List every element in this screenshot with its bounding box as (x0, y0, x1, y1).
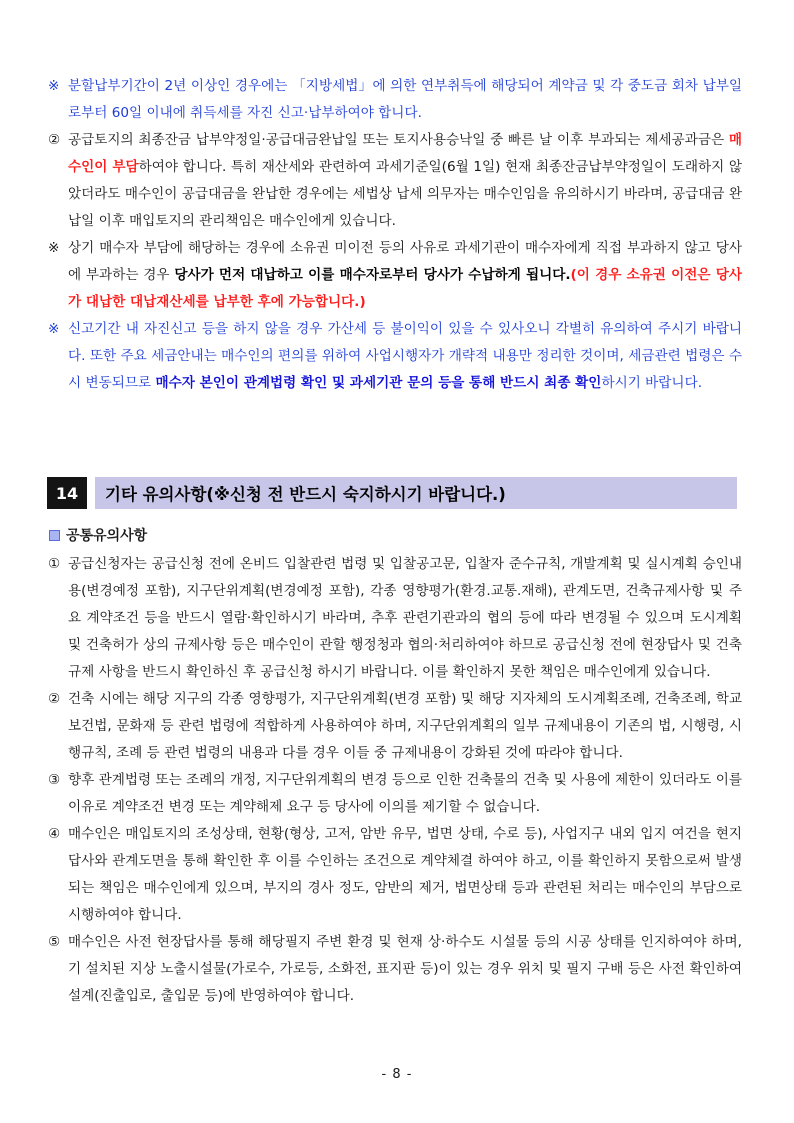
note-text: 신고기간 내 자진신고 등을 하지 않을 경우 가산세 등 불이익이 있을 수 있사오니 각별히 유의하여 주시기 바랍니다. 또한 주요 세금안내는 매수인의 편의를 위하여 사업시행자가 개략적 내용만 정리한 것이며, 세금관련 법령은 수시 변동되므로 (68, 321, 742, 391)
item-number: ③ (48, 772, 61, 788)
item-number: ④ (48, 826, 61, 842)
list-item (48, 686, 742, 767)
note-text: 공급토지의 최종잔금 납부약정일·공급대금완납일 또는 토지사용승낙일 중 빠른 날 이후 부과되는 제세공과금은 (68, 132, 729, 148)
item-text: 공급신청자는 공급신청 전에 온비드 입찰관련 법령 및 입찰공고문, 입찰자 준수규칙, 개발계획 및 실시계획 승인내용(변경예정 포함), 지구단위계획(변경예정 포함), 각종 영향평가(환경.교통.재해), 관계도면, 건축규제사항 및 주요 계약조건 등을 반드시 열람·확인하시기 바라며, 추후 관련기관과의 협의 등에 따라 변경될 수 있으며 도시계획 및 건축허가 상의 규제사항 등은 매수인이 관할 행정청과 협의·처리하여야 하므로 공급신청 전에 현장답사 및 건축규제 사항을 반드시 확인하신 후 공급신청 하시기 바랍니다. 이를 확인하지 못한 책임은 매수인에게 있습니다. (68, 556, 742, 680)
highlight-ownership-transfer: (이 경우 소유권 이전은 당사가 대납한 대납재산세를 납부한 후에 가능합니다.) (68, 267, 743, 310)
list-item (48, 551, 742, 686)
square-bullet-icon (49, 530, 60, 541)
list-item (48, 821, 742, 929)
note-tax-burden (48, 127, 742, 235)
note-mark: ② (48, 132, 61, 148)
note-installment (48, 73, 742, 127)
list-item (48, 929, 742, 1010)
subheading-common-notes (49, 525, 147, 545)
item-text: 매수인은 매입토지의 조성상태, 현황(형상, 고저, 암반 유무, 법면 상태, 수로 등), 사업지구 내외 입지 여건을 현지답사와 관계도면을 통해 확인한 후 이를 수인하는 조건으로 계약체결 하여야 하고, 이를 확인하지 못함으로써 발생되는 책임은 매수인에게 있으며, 부지의 경사 정도, 암반의 제거, 법면상태 등과 관련된 처리는 매수인의 부담으로 시행하여야 합니다. (68, 826, 742, 923)
note-mark: ※ (48, 240, 60, 256)
subheading-label: 공통유의사항 (66, 528, 148, 544)
note-text: 상기 매수자 부담에 해당하는 경우에 소유권 미이전 등의 사유로 과세기관이 매수자에게 직접 부과하지 않고 당사에 부과하는 경우 (68, 240, 742, 283)
note-text: 하여야 합니다. 특히 재산세와 관련하여 과세기준일(6월 1일) 현재 최종잔금납부약정일이 도래하지 않았더라도 매수인이 공급대금을 완납한 경우에는 세법상 납세 의무자는 매수인임을 유의하시기 바라며, 공급대금 완납일 이후 매입토지의 관리책임은 매수인에게 있습니다. (68, 159, 742, 229)
note-mark: ※ (48, 321, 60, 337)
page-number: - 8 - (381, 1067, 413, 1082)
section-header (47, 477, 737, 509)
item-number: ⑤ (48, 934, 61, 950)
highlight-final-check: 매수자 본인이 관계법령 확인 및 과세기관 문의 등을 통해 반드시 최종 확인 (155, 375, 602, 391)
item-text: 향후 관계법령 또는 조례의 개정, 지구단위계획의 변경 등으로 인한 건축물의 건축 및 사용에 제한이 있더라도 이를 이유로 계약조건 변경 또는 계약해제 요구 등 당사에 이의를 제기할 수 없습니다. (68, 772, 742, 815)
item-text: 매수인은 사전 현장답사를 통해 해당필지 주변 환경 및 현재 상·하수도 시설물 등의 시공 상태를 인지하여야 하며, 기 설치된 지상 노출시설물(가로수, 가로등, 소화전, 표지판 등)이 있는 경우 위치 및 필지 구배 등은 사전 확인하여 설계(진출입로, 출입문 등)에 반영하여야 합니다. (68, 934, 742, 1004)
common-notes-list (48, 551, 742, 1010)
note-text: 분할납부기간이 2년 이상인 경우에는 「지방세법」에 의한 연부취득에 해당되어 계약금 및 각 중도금 회차 납부일로부터 60일 이내에 취득세를 자진 신고·납부하여야 합니다. (68, 78, 742, 121)
highlight-buyer-burden: 매수인이 부담 (68, 132, 742, 175)
item-number: ① (48, 556, 61, 572)
item-number: ② (48, 691, 61, 707)
note-self-report (48, 316, 742, 397)
tax-notes (48, 73, 742, 397)
section-title: 기타 유의사항(※신청 전 반드시 숙지하시기 바랍니다.) (95, 477, 737, 509)
note-mark: ※ (48, 78, 60, 94)
note-proxy-payment (48, 235, 742, 316)
list-item (48, 767, 742, 821)
highlight-proxy-payment: 당사가 먼저 대납하고 이를 매수자로부터 당사가 수납하게 됩니다. (174, 267, 571, 283)
note-text: 하시기 바랍니다. (601, 375, 703, 391)
section-number: 14 (47, 477, 87, 509)
item-text: 건축 시에는 해당 지구의 각종 영향평가, 지구단위계획(변경 포함) 및 해당 지자체의 도시계획조례, 건축조례, 학교보건법, 문화재 등 관련 법령에 적합하게 사용하여야 하며, 지구단위계획의 일부 규제내용이 기존의 법, 시행령, 시행규칙, 조례 등 관련 법령의 내용과 다를 경우 이들 중 규제내용이 강화된 것에 따라야 합니다. (68, 691, 742, 761)
